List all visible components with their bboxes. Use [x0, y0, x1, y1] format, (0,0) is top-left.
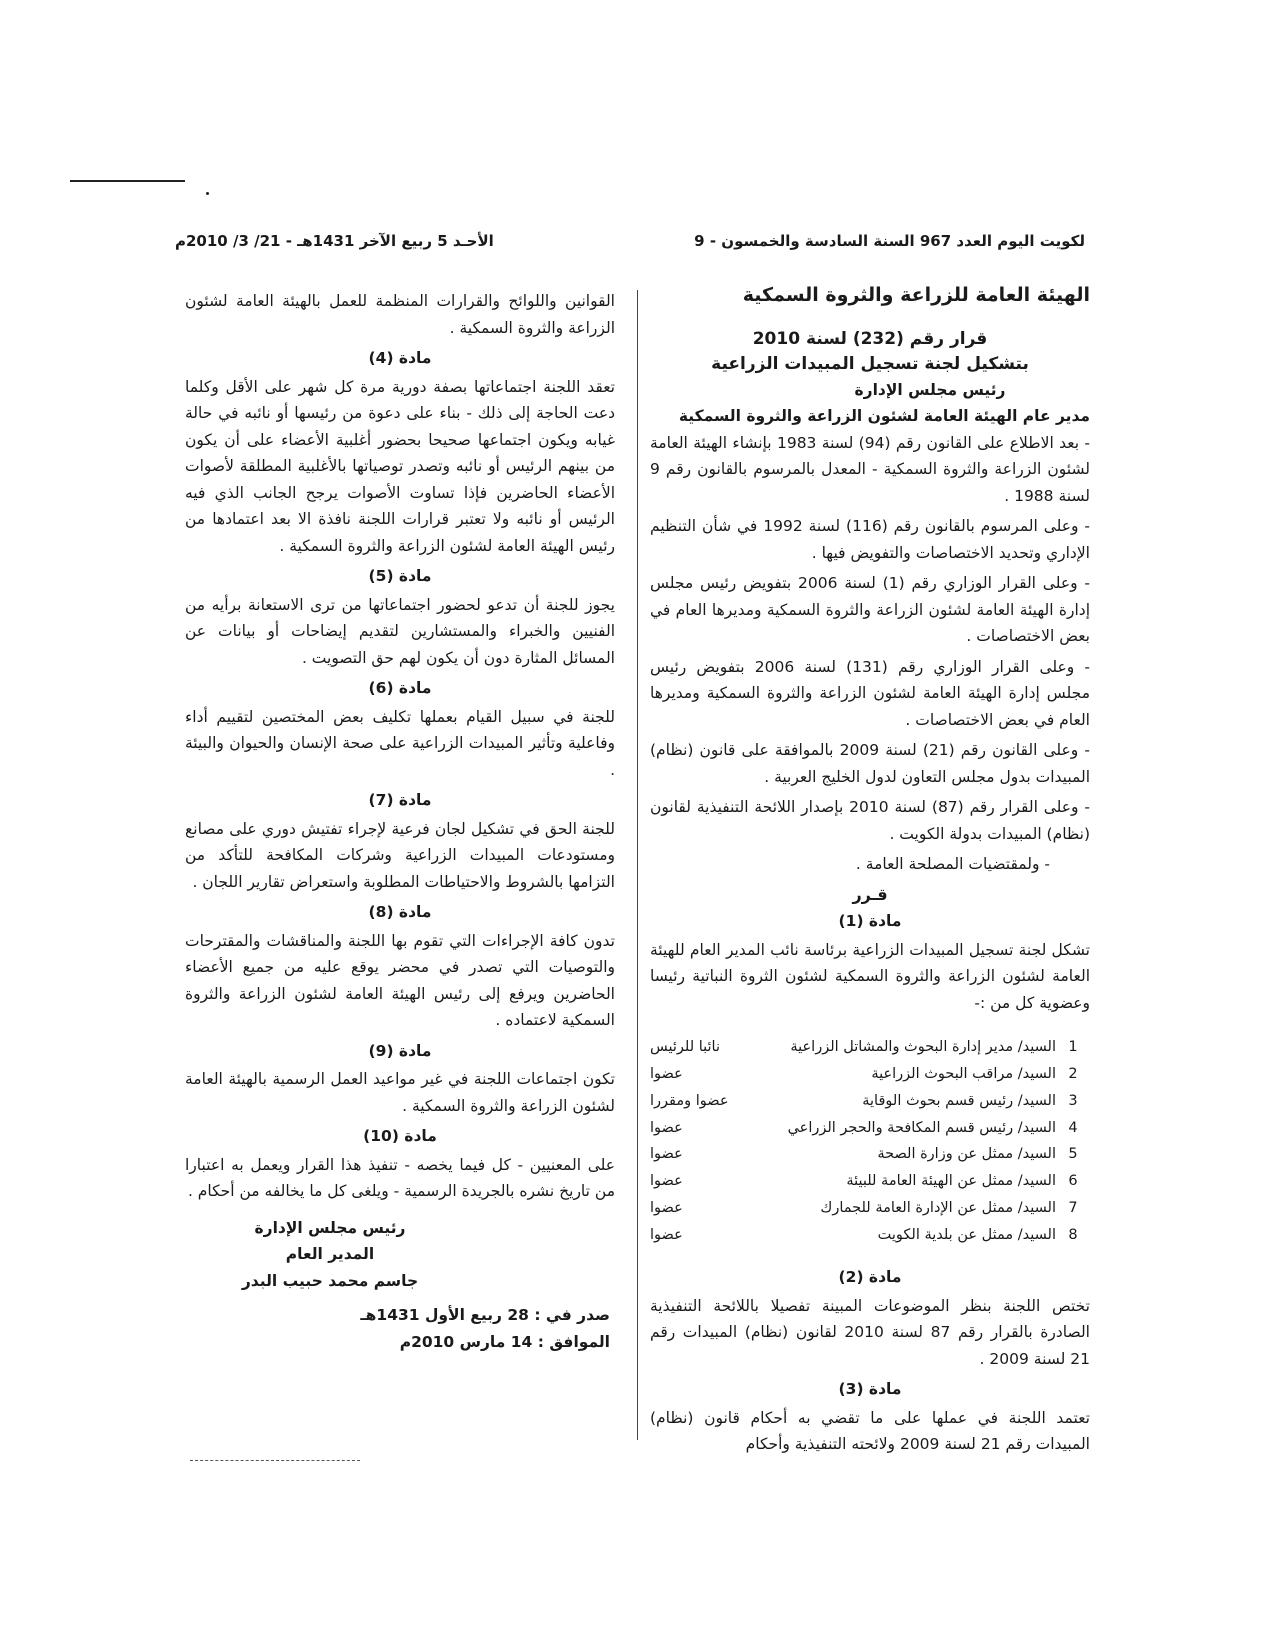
article-7-text: للجنة الحق في تشكيل لجان فرعية لإجراء تفتيش دوري على مصانع ومستودعات المبيدات الزراعية وشركات المكافحة للتأكد من التزامها بالشروط والاحتياطات المطلوبة واستعراض تقارير اللجان .	[185, 819, 615, 891]
table-row	[650, 1061, 1090, 1088]
member-number: 3	[1068, 1092, 1078, 1109]
article-8-title: مادة (8)	[368, 903, 432, 921]
article-3-title: مادة (3)	[838, 1380, 902, 1399]
signer-title-1: رئيس مجلس الإدارة	[254, 1218, 406, 1237]
table-row	[650, 1141, 1090, 1168]
article-2-text: تختص اللجنة بنظر الموضوعات المبينة تفصيلا باللائحة التنفيذية الصادرة بالقرار رقم 87 لسنة 2010 لقانون (نظام) المبيدات رقم 21 لسنة 2009 .	[650, 1296, 1090, 1368]
member-role: عضوا	[650, 1226, 683, 1243]
article-1-text: تشكل لجنة تسجيل المبيدات الزراعية برئاسة نائب المدير العام للهيئة العامة لشئون الزراعة والثروة السمكية لشئون الثروة النباتية رئيسا وعضوية كل من :-	[650, 940, 1090, 1012]
member-number: 7	[1068, 1199, 1078, 1216]
member-name: السيد/ ممثل عن بلدية الكويت	[877, 1226, 1056, 1243]
article-6-title: مادة (6)	[368, 679, 432, 697]
member-name: السيد/ مدير إدارة البحوث والمشاتل الزراعية	[790, 1039, 1056, 1056]
issuer-line-1: رئيس مجلس الإدارة	[854, 380, 1006, 399]
article-4-text: تعقد اللجنة اجتماعاتها بصفة دورية مرة كل شهر على الأقل وكلما دعت الحاجة إلى ذلك - بناء على دعوة من رئيسها أو نائبه في حالة غيابه ويكون اجتماعها صحيحا بحضور أغلبية الأعضاء على أن يكون من بينهم الرئيس أو نائبه وتصدر توصياتها بالأغلبية المطلقة لأصوات الأعضاء الحاضرين فإذا تساوت الأصوات يرجح الجانب الذي فيه الرئيس أو نائبه ولا تعتبر قرارات اللجنة نافذة الا بعد اعتمادها من رئيس الهيئة العامة لشئون الزراعة والثروة السمكية .	[185, 377, 615, 555]
footer-rule	[190, 1460, 360, 1461]
members-table	[650, 1034, 1090, 1248]
article-1-title: مادة (1)	[838, 912, 902, 930]
issued-gregorian: الموافق : 14 مارس 2010م	[399, 1332, 610, 1351]
article-2-title: مادة (2)	[838, 1268, 902, 1287]
member-role: عضوا	[650, 1146, 683, 1163]
table-row	[650, 1088, 1090, 1115]
decision-title: قرار رقم (232) لسنة 2010	[752, 328, 988, 349]
preamble-clause: - وعلى المرسوم بالقانون رقم (116) لسنة 1992 في شأن التنظيم الإداري وتحديد الاختصاصات والتفويض فيها .	[650, 517, 1091, 562]
continuation-text: القوانين واللوائح والقرارات المنظمة للعمل بالهيئة العامة لشئون الزراعة والثروة السمكية .	[185, 292, 615, 337]
article-4-title: مادة (4)	[368, 349, 432, 367]
preamble-clause: - وعلى القرار رقم (87) لسنة 2010 بإصدار اللائحة التنفيذية لقانون (نظام) المبيدات بدولة الكويت .	[650, 798, 1090, 843]
margin-rule	[70, 180, 185, 182]
article-6-text: للجنة في سبيل القيام بعملها تكليف بعض المختصين لتقييم أداء وفاعلية وتأثير المبيدات الزراعية على صحة الإنسان والحيوان والبيئة .	[185, 707, 615, 779]
member-role: عضوا	[650, 1119, 683, 1136]
member-role: نائبا للرئيس	[650, 1039, 721, 1056]
header-date: الأحـد 5 ربيع الآخر 1431هـ - 21/ 3/ 2010م	[175, 232, 494, 250]
article-9-title: مادة (9)	[368, 1041, 432, 1060]
left-column	[185, 288, 615, 1355]
table-row	[650, 1195, 1090, 1222]
preamble-clause: - وعلى القانون رقم (21) لسنة 2009 بالموافقة على قانون (نظام) المبيدات بدول مجلس التعاون لدول الخليج العربية .	[650, 741, 1090, 786]
issue-date-block	[185, 1302, 610, 1355]
member-number: 4	[1068, 1119, 1078, 1136]
scan-speck	[206, 192, 209, 195]
preamble-clause: - بعد الاطلاع على القانون رقم (94) لسنة 1983 بإنشاء الهيئة العامة لشئون الزراعة والثروة السمكية - المعدل بالمرسوم بالقانون رقم 9 لسنة 1988 .	[650, 433, 1090, 505]
preamble-clause: - وعلى القرار الوزاري رقم (131) لسنة 2006 بتفويض رئيس مجلس إدارة الهيئة العامة لشئون الزراعة والثروة السمكية ومديرها العام في بعض الاختصاصات .	[650, 657, 1091, 729]
article-3-text: تعتمد اللجنة في عملها على ما تقضي به أحكام قانون (نظام) المبيدات رقم 21 لسنة 2009 ولائحته التنفيذية وأحكام	[650, 1408, 1090, 1454]
member-number: 5	[1068, 1146, 1078, 1163]
member-role: عضوا	[650, 1173, 683, 1190]
member-name: السيد/ مراقب البحوث الزراعية	[871, 1065, 1056, 1082]
member-role: عضوا	[650, 1065, 683, 1082]
signer-title-2: المدير العام	[285, 1245, 375, 1263]
article-10-title: مادة (10)	[363, 1127, 437, 1145]
signature-block	[220, 1215, 440, 1295]
agency-heading: الهيئة العامة للزراعة والثروة السمكية	[742, 284, 1090, 306]
article-5-title: مادة (5)	[368, 567, 432, 585]
header-issue-info: لكويت اليوم العدد 967 السنة السادسة والخمسون - 9	[694, 232, 1085, 250]
article-5-text: يجوز للجنة أن تدعو لحضور اجتماعاتها من ترى الاستعانة برأيه من الفنيين والخبراء والمستشارين لتقديم إيضاحات أو بيانات عن المسائل المثارة دون أن يكون لهم حق التصويت .	[185, 595, 615, 667]
table-row	[650, 1222, 1090, 1249]
issued-hijri: صدر في : 28 ربيع الأول 1431هـ	[360, 1306, 610, 1324]
member-number: 1	[1068, 1039, 1078, 1056]
member-role: عضوا	[650, 1199, 683, 1216]
member-name: السيد/ رئيس قسم بحوث الوقاية	[862, 1092, 1056, 1109]
article-9-text: تكون اجتماعات اللجنة في غير مواعيد العمل الرسمية بالهيئة العامة لشئون الزراعة والثروة السمكية .	[185, 1070, 615, 1115]
issuer-line-2: مدير عام الهيئة العامة لشئون الزراعة والثروة السمكية	[678, 407, 1090, 425]
member-role: عضوا ومقررا	[650, 1092, 729, 1109]
member-name: السيد/ رئيس قسم المكافحة والحجر الزراعي	[787, 1119, 1056, 1136]
preamble-clause: - وعلى القرار الوزاري رقم (1) لسنة 2006 بتفويض رئيس مجلس إدارة الهيئة العامة لشئون الزراعة والثروة السمكية ومديرها العام في بعض الاختصاصات .	[650, 574, 1090, 645]
preamble-clause: - ولمقتضيات المصلحة العامة .	[855, 855, 1050, 873]
member-number: 6	[1068, 1173, 1078, 1190]
table-row	[650, 1168, 1090, 1195]
article-10-text: على المعنيين - كل فيما يخصه - تنفيذ هذا القرار ويعمل به اعتبارا من تاريخ نشره بالجريدة الرسمية - ويلغى كل ما يخالفه من أحكام .	[185, 1155, 615, 1200]
signer-name: جاسم محمد حبيب البدر	[241, 1271, 419, 1290]
right-column	[650, 282, 1090, 1462]
member-number: 8	[1068, 1226, 1078, 1243]
decided-heading: قـرر	[852, 884, 888, 904]
decision-subject: بتشكيل لجنة تسجيل المبيدات الزراعية	[711, 353, 1029, 374]
page-header	[175, 232, 1085, 272]
article-8-text: تدون كافة الإجراءات التي تقوم بها اللجنة والمناقشات والمقترحات والتوصيات التي تصدر في محضر يوقع عليه من جميع الأعضاء الحاضرين ويرفع إلى رئيس الهيئة العامة لشئون الزراعة والثروة السمكية لاعتماده .	[185, 931, 615, 1029]
member-name: السيد/ ممثل عن الإدارة العامة للجمارك	[820, 1199, 1056, 1216]
member-number: 2	[1068, 1065, 1078, 1082]
table-row	[650, 1114, 1090, 1141]
table-row	[650, 1034, 1090, 1061]
member-name: السيد/ ممثل عن الهيئة العامة للبيئة	[846, 1173, 1056, 1190]
column-divider	[637, 290, 638, 1440]
article-7-title: مادة (7)	[368, 791, 432, 809]
member-name: السيد/ ممثل عن وزارة الصحة	[877, 1146, 1056, 1163]
